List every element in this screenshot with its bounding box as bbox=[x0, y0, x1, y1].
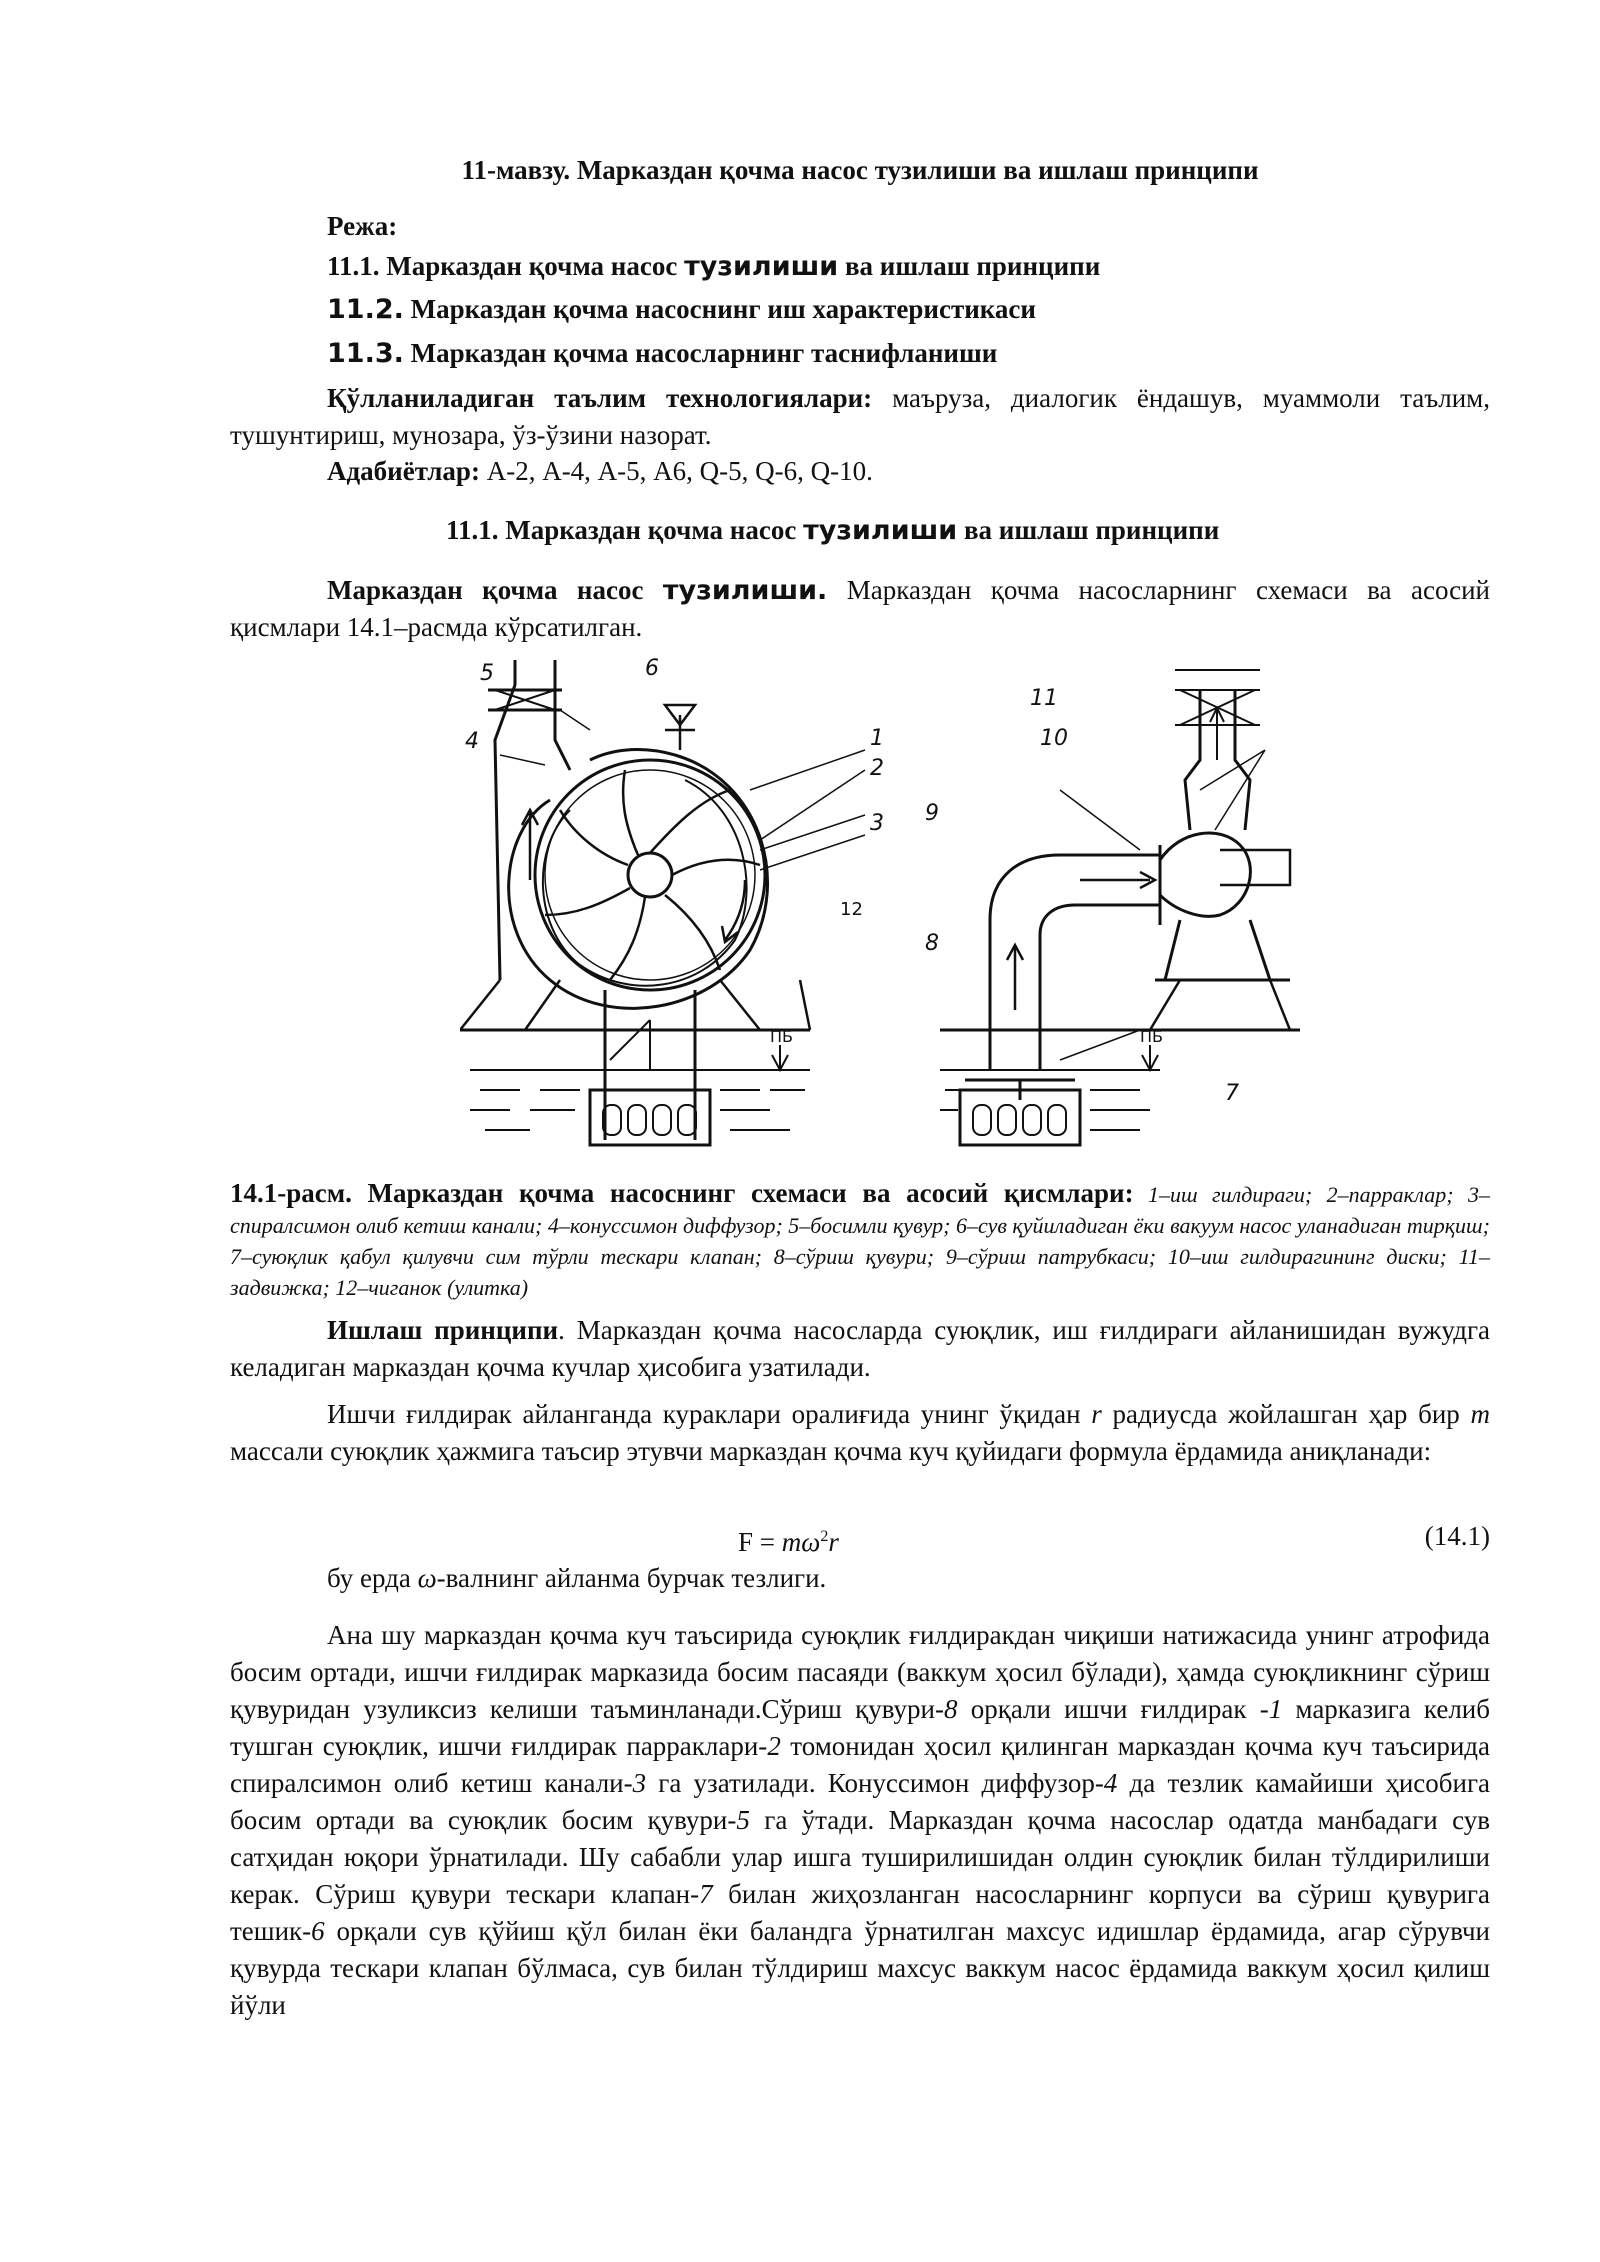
fig-label-10: 10 bbox=[1040, 726, 1068, 751]
para2-t3: массали суюқлик ҳажмига таъсир этувчи марказдан қочма куч қуйидаги формула ёрдамида аниқланади: bbox=[230, 1436, 1432, 1466]
volute-inner bbox=[543, 780, 747, 986]
page-title: 11-мавзу. Марказдан қочма насос тузилиши ва ишлаш принципи bbox=[461, 155, 1259, 185]
para3-n4: 4 bbox=[1103, 1768, 1118, 1798]
fig-label-12: 12 bbox=[840, 899, 863, 920]
section-sans: тузилиши bbox=[803, 515, 958, 546]
section-pre: 11.1. Марказдан қочма насос bbox=[446, 515, 804, 545]
para2-t2: радиусда жойлашган ҳар бир bbox=[1101, 1399, 1471, 1429]
fig-label-7: 7 bbox=[1225, 1081, 1239, 1106]
impeller bbox=[535, 760, 765, 990]
fig-label-4: 4 bbox=[465, 729, 479, 754]
principle-paragraph bbox=[230, 1312, 1490, 1386]
para3-n6: 6 bbox=[311, 1916, 325, 1946]
water-label-left: ПБ bbox=[770, 1027, 794, 1046]
fig-label-5: 5 bbox=[480, 661, 494, 686]
plan-item-3 bbox=[327, 335, 1487, 372]
pump-figure bbox=[460, 650, 1300, 1170]
literature-paragraph bbox=[230, 453, 1490, 490]
fig-label-3: 3 bbox=[870, 811, 884, 836]
figure-caption bbox=[230, 1178, 1490, 1303]
formula bbox=[738, 1518, 839, 1561]
principle-label: Ишлаш принципи bbox=[327, 1315, 559, 1345]
plan-item-1-sans: тузилиши bbox=[684, 251, 839, 282]
plan-item-2-num: 11.2. bbox=[327, 294, 404, 325]
formula-sup: 2 bbox=[820, 1528, 829, 1545]
literature-label: Адабиётлар: bbox=[327, 456, 480, 486]
formula-m: mω bbox=[781, 1527, 821, 1557]
plan-item-1-num: 11.1. bbox=[327, 251, 380, 281]
intro-bold-pre: Марказдан қочма насос bbox=[327, 575, 663, 605]
omega-note bbox=[327, 1560, 1487, 1597]
para-3 bbox=[230, 1617, 1490, 2024]
para3-n5: 5 bbox=[736, 1805, 750, 1835]
intro-paragraph bbox=[230, 572, 1490, 646]
literature-text: А-2, А-4, А-5, А6, Q-5, Q-6, Q-10. bbox=[479, 456, 873, 486]
section-post: ва ишлаш принципи bbox=[957, 515, 1220, 545]
para3-t9: орқали сув қўйиш қўл билан ёки баландга ўрнатилган махсус идишлар ёрдамида, агар сўрувчи қувурда тескари клапан бўлмаса, сув билан тўлдириш махсус ваккум насос ёрдамида ваккум ҳосил қилиш йўли bbox=[230, 1916, 1490, 2020]
plan-item-2 bbox=[327, 291, 1487, 328]
technologies-label: Қўлланиладиган таълим технологиялари: bbox=[327, 383, 873, 413]
caption-text: 1–иш гилдираги; 2–парраклар; 3–спиралсимон олиб кетиш канали; 4–конуссимон диффузор; 5–босимли қувур; 6–сув қуйиладиган ёки вакуум насос уланадиган тирқиш; 7–суюқлик қабул қилувчи сим тўрли тескари клапан; 8–сўриш қувури; 9–сўриш патрубкаси; 10–иш гилдирагининг диски; 11–задвижка; 12–чиганок (улитка) bbox=[230, 1182, 1490, 1300]
para3-n8: 8 bbox=[943, 1694, 958, 1724]
intro-text: Марказдан қочма насосларнинг схемаси ва асосий қисмлари 14.1–расмда кўрсатилган. bbox=[230, 575, 1490, 642]
para3-n1: 1 bbox=[1268, 1694, 1283, 1724]
fig-label-9: 9 bbox=[925, 801, 939, 826]
fig-label-2: 2 bbox=[870, 756, 884, 781]
volute-casing bbox=[509, 750, 768, 1009]
formula-row bbox=[230, 1518, 1490, 1555]
technologies-paragraph bbox=[230, 380, 1490, 454]
para3-t7: га ўтади. Марказдан қочма насослар одатда манбадаги сув сатҳидан юқори ўрнатилади. Шу сабабли улар ишга туширилишидан олдин суюқлик билан тўлдирилиши керак. Сўриш қувури тескари клапан- bbox=[230, 1805, 1490, 1909]
omega-symbol: ω bbox=[417, 1563, 437, 1593]
para3-t4: томонидан ҳосил қилинган марказдан қочма куч таъсирида спиралсимон олиб кетиш канали- bbox=[230, 1731, 1490, 1798]
water-label-right: ПБ bbox=[1140, 1027, 1164, 1046]
para2-t1: Ишчи ғилдирак айланганда кураклари оралиғида унинг ўқидан bbox=[327, 1399, 1092, 1429]
formula-r: r bbox=[828, 1527, 839, 1557]
para3-t3: марказига келиб тушган суюқлик, ишчи ғилдирак парраклари- bbox=[230, 1694, 1490, 1761]
plan-item-3-text: Марказдан қочма насосларнинг таснифланиши bbox=[410, 338, 998, 368]
plan-item-1-pre: Марказдан қочма насос bbox=[386, 251, 685, 281]
plan-heading: Режа: bbox=[327, 211, 398, 241]
para3-t6: да тезлик камайиши ҳисобига босим ортади ва суюқлик босим қувури- bbox=[230, 1768, 1490, 1835]
caption-lead: 14.1-расм. Марказдан қочма насоснинг схемаси ва асосий қисмлари: bbox=[230, 1178, 1134, 1208]
intro-bold-sans: тузилиши. bbox=[662, 575, 828, 606]
para3-n3: 3 bbox=[632, 1768, 647, 1798]
para3-n2: 2 bbox=[767, 1731, 781, 1761]
para3-t2: орқали ишчи ғилдирак - bbox=[957, 1694, 1269, 1724]
plan-item-1 bbox=[327, 248, 1487, 285]
omega-t2: -валнинг айланма бурчак тезлиги. bbox=[436, 1563, 827, 1593]
fig-label-8: 8 bbox=[925, 931, 939, 956]
para3-t8: билан жиҳозланган насосларнинг корпуси ва сўриш қувурига тешик- bbox=[230, 1879, 1490, 1946]
para3-t5: га узатилади. Конуссимон диффузор- bbox=[646, 1768, 1104, 1798]
technologies-text: маъруза, диалогик ёндашув, муаммоли таълим, тушунтириш, мунозара, ўз-ўзини назорат. bbox=[230, 383, 1490, 450]
para3-t1: Ана шу марказдан қочма куч таъсирида суюқлик ғилдиракдан чиқиши натижасида унинг атрофида босим ортади, ишчи ғилдирак марказида босим пасаяди (ваккум ҳосил бўлади), ҳамда суюқликнинг сўриш қувуридан узуликсиз келиши таъминланади.Сўриш қувури- bbox=[230, 1620, 1490, 1724]
fig-label-11: 11 bbox=[1030, 686, 1058, 711]
plan-item-1-post: ва ишлаш принципи bbox=[838, 251, 1101, 281]
principle-text: . Марказдан қочма насосларда суюқлик, иш ғилдираги айланишидан вужудга келадиган марказдан қочма кучлар ҳисобига узатилади. bbox=[230, 1315, 1491, 1382]
fig-label-6: 6 bbox=[645, 656, 659, 681]
plan-item-3-num: 11.3. bbox=[327, 338, 404, 369]
fig-label-1: 1 bbox=[870, 726, 884, 751]
para3-n7: 7 bbox=[699, 1879, 713, 1909]
section-heading bbox=[446, 512, 1486, 549]
para-2 bbox=[230, 1396, 1490, 1470]
para2-r: r bbox=[1091, 1399, 1102, 1429]
para2-m: m bbox=[1470, 1399, 1490, 1429]
formula-lhs: F = bbox=[738, 1527, 782, 1557]
plan-item-2-text: Марказдан қочма насоснинг иш характеристикаси bbox=[410, 294, 1036, 324]
omega-t1: бу ерда bbox=[327, 1563, 418, 1593]
formula-number: (14.1) bbox=[1424, 1521, 1490, 1551]
